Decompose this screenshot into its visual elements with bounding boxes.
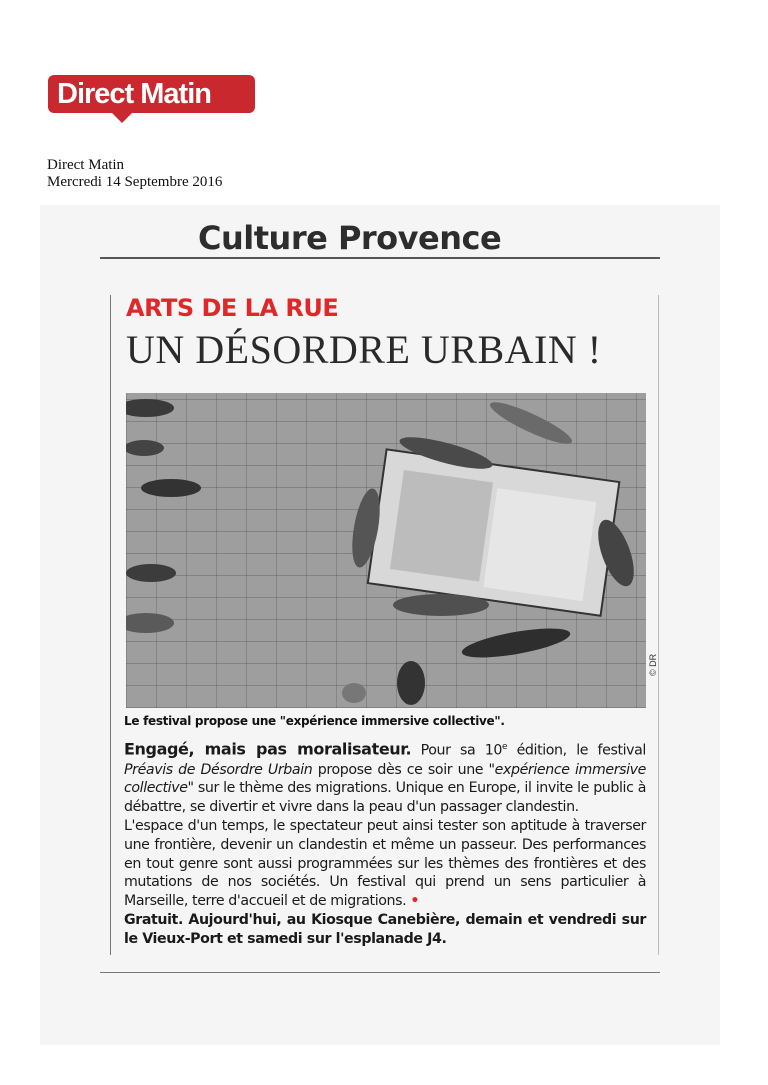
person-2 [126, 440, 164, 456]
paragraph-2 [124, 817, 646, 911]
photo-illustration [126, 393, 646, 708]
person-4 [126, 564, 176, 582]
person-3 [141, 479, 201, 497]
article-kicker: ARTS DE LA RUE [126, 294, 339, 322]
person-lying-2 [486, 396, 575, 450]
body-text-5: L'espace d'un temps, le spectateur peut ainsi tester son aptitude à traverser une frontière, devenir un clandestin et même un passeur. Des performances en tout genre sont aussi programmées sur les thèmes des frontières et des mutations de nos sociétés. Un festival qui prend un sens particulier à Marseille, terre d'accueil et de migrations. [124, 817, 646, 910]
person-7 [342, 683, 366, 703]
article-lead: Engagé, mais pas moralisateur. [124, 739, 412, 759]
quoted-phrase: expérience immersive collective [124, 761, 646, 797]
person-1 [126, 399, 174, 417]
section-rule [100, 257, 660, 259]
section-title: Culture Provence [198, 219, 502, 257]
person-lying-4 [460, 623, 572, 664]
publication-date: Mercredi 14 Septembre 2016 [47, 174, 223, 190]
logo-text: Direct Matin [57, 78, 211, 110]
body-text-2: édition, le festival [507, 742, 646, 759]
end-bullet: • [410, 893, 420, 910]
publication-name: Direct Matin [47, 157, 125, 173]
body-text-3: propose dès ce soir une " [312, 761, 495, 778]
banner-image-left [390, 470, 493, 582]
practical-info: Gratuit. Aujourd'hui, au Kiosque Canebière, demain et vendredi sur le Vieux-Port et samedi sur l'esplanade J4. [124, 911, 646, 947]
column-rule-right [658, 295, 659, 955]
bottom-rule [100, 972, 660, 973]
body-text-4: " sur le thème des migrations. Unique en Europe, il invite le public à débattre, se divertir et vivre dans la peau d'un passager clandestin. [124, 780, 646, 816]
article-headline: UN DÉSORDRE URBAIN ! [126, 327, 602, 372]
edition-superscript: e [502, 742, 508, 752]
direct-matin-logo [48, 75, 255, 125]
person-5 [126, 613, 174, 633]
festival-name: Préavis de Désordre Urbain [124, 761, 313, 778]
article-body [124, 738, 646, 949]
banner-image-right [483, 488, 596, 601]
paragraph-1 [124, 738, 646, 817]
person-6 [397, 661, 425, 705]
source-info [47, 157, 222, 191]
column-rule-left [110, 295, 111, 955]
photo-credit: © DR [648, 653, 658, 676]
article-photo [126, 393, 646, 708]
photo-caption: Le festival propose une "expérience immersive collective". [124, 714, 505, 728]
body-text-1: Pour sa 10 [411, 742, 502, 759]
person-lying-3 [393, 594, 489, 616]
logo-speech-tail [110, 111, 134, 123]
